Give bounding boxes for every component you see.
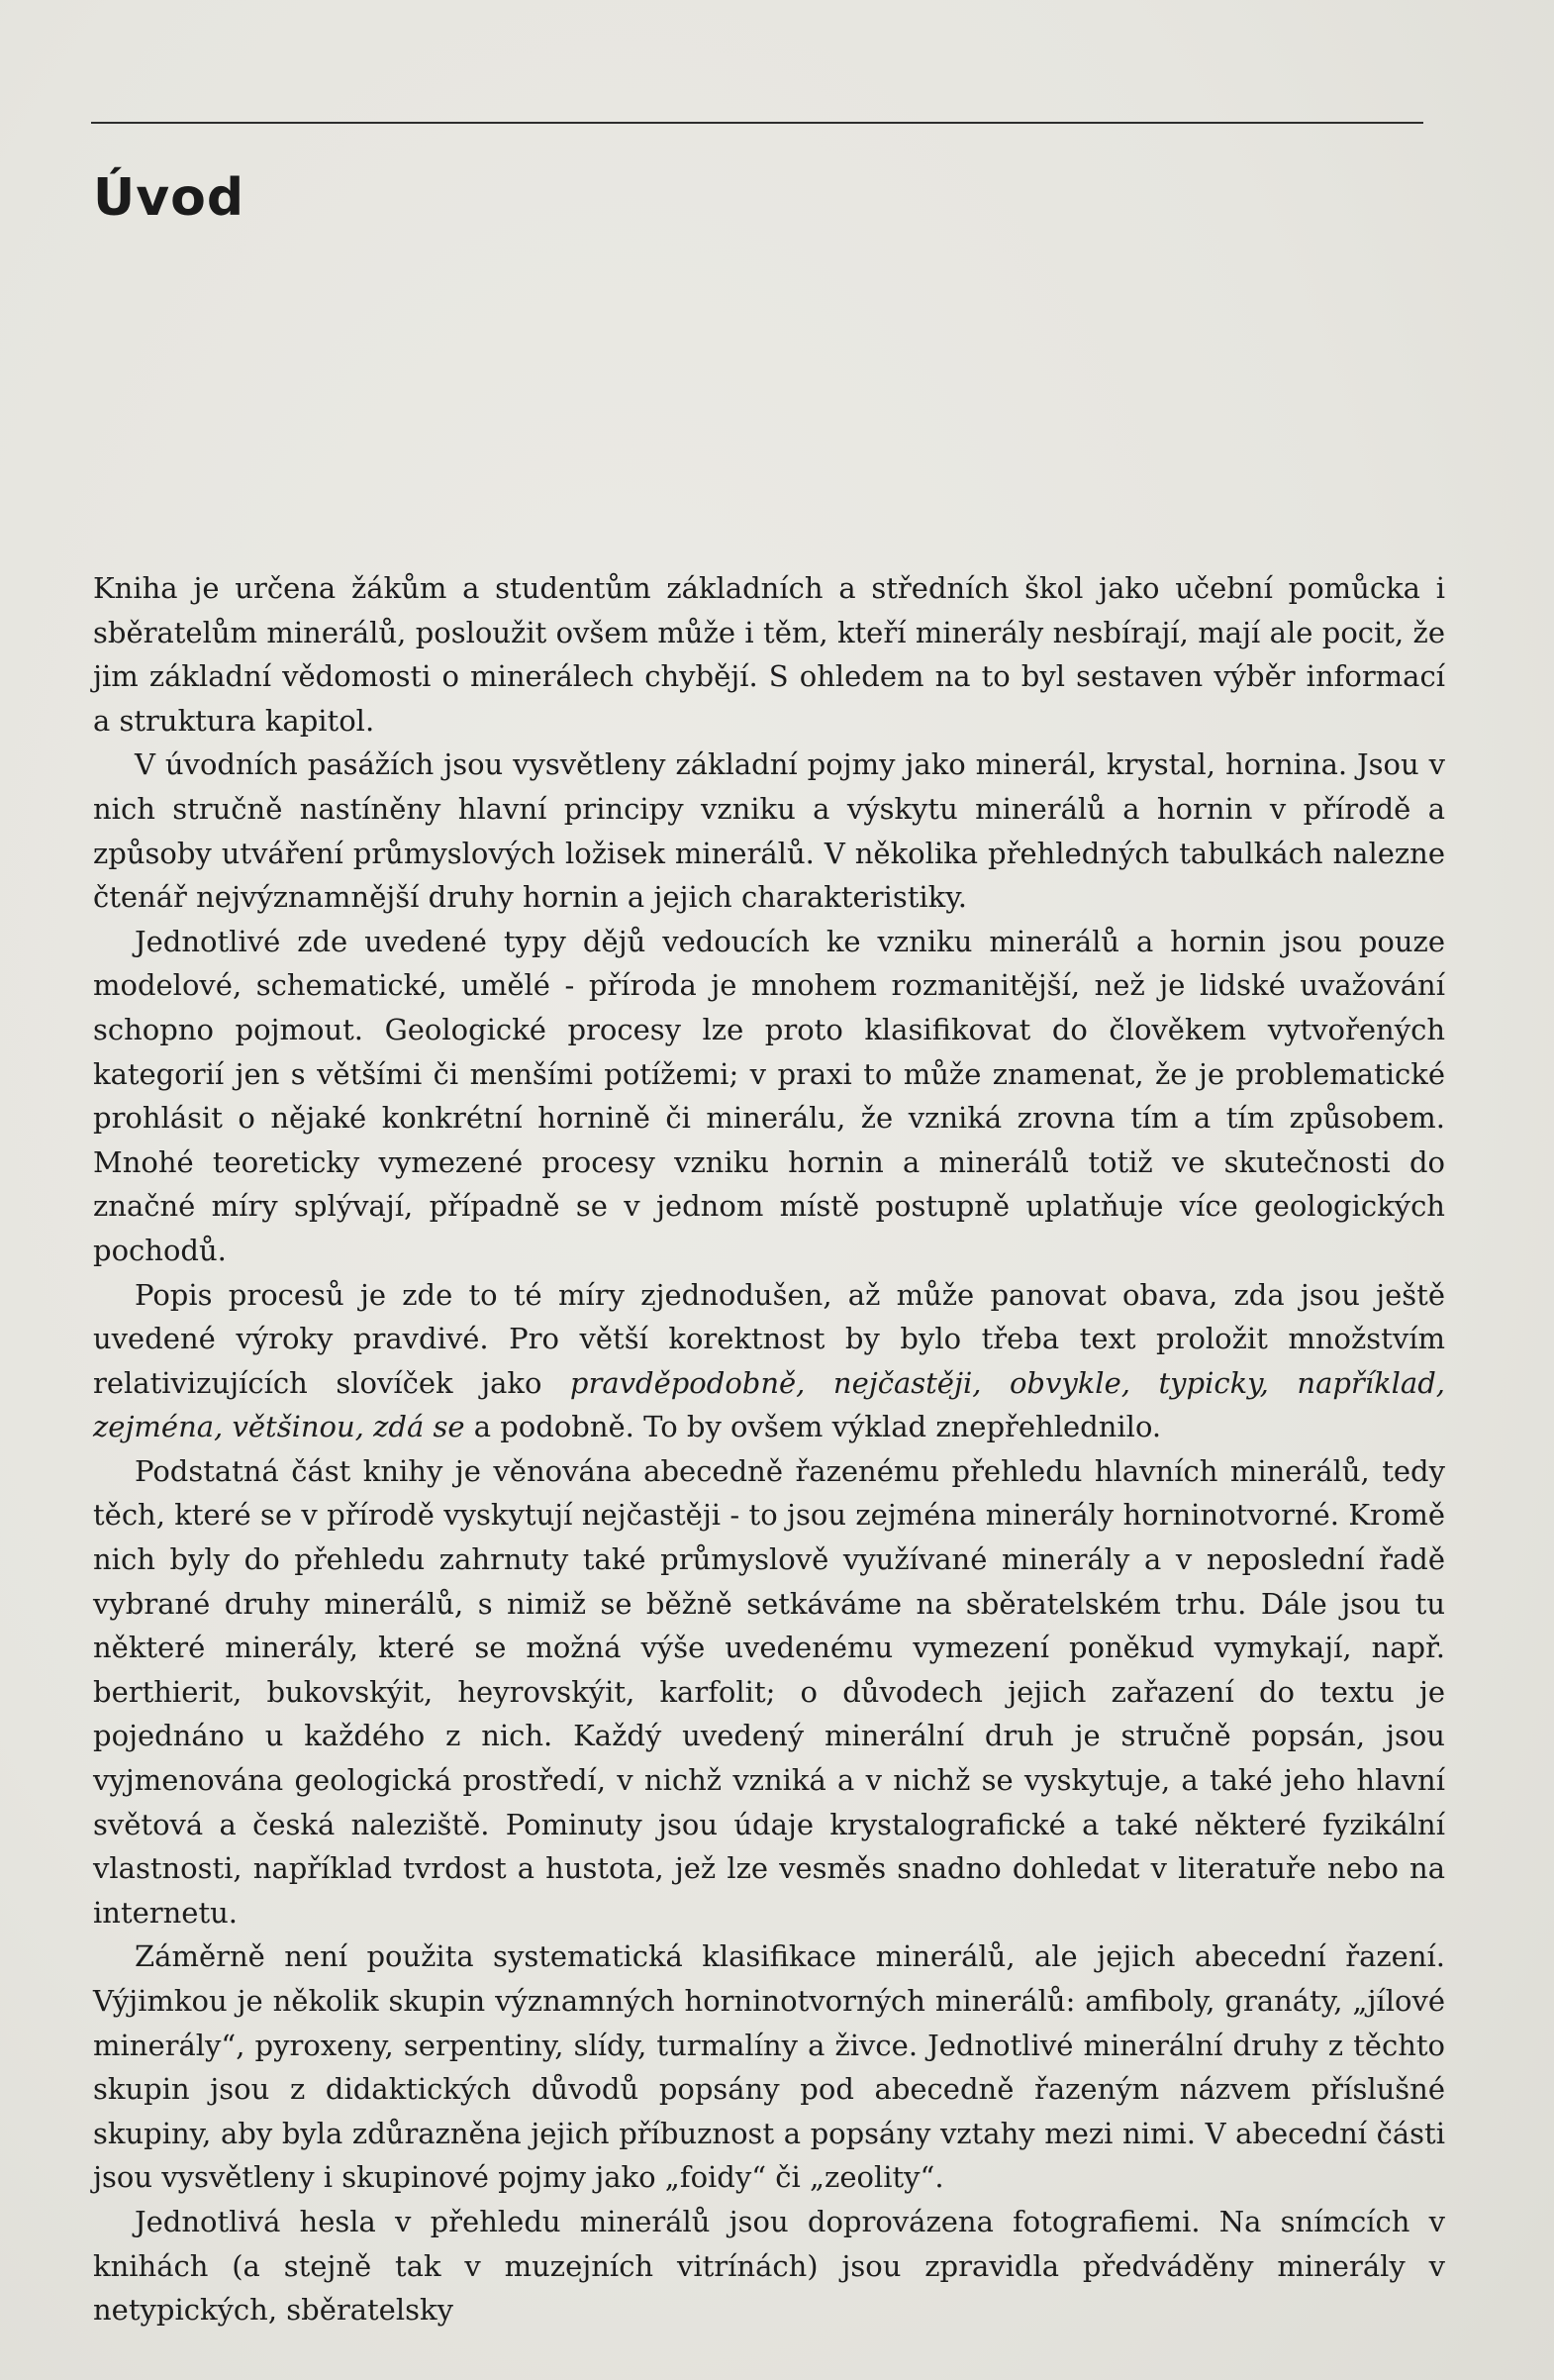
paragraph-1: Kniha je určena žákům a studentům základních a středních škol jako učební pomůcka i sběratelům minerálů, posloužit ovšem může i těm, kteří minerály nesbírají, mají ale pocit, že jim základní vědomosti o minerálech chybějí. S ohledem na to byl sestaven výběr informací a struktura kapitol.: [93, 571, 1445, 738]
paragraph-3: Jednotlivé zde uvedené typy dějů vedoucích ke vzniku minerálů a hornin jsou pouze modelové, schematické, umělé - příroda je mnohem rozmanitější, než je lidské uvažování schopno pojmout. Geologické procesy lze proto klasifikovat do člověkem vytvořených kategorií jen s většími či menšími potížemi; v praxi to může znamenat, že je problematické prohlásit o nějaké konkrétní hornině či minerálu, že vzniká zrovna tím a tím způsobem. Mnohé teoreticky vymezené procesy vzniku hornin a minerálů totiž ve skutečnosti do značné míry splývají, případně se v jednom místě postupně uplatňuje více geologických pochodů.: [93, 924, 1445, 1267]
paragraph-5: Podstatná část knihy je věnována abecedně řazenému přehledu hlavních minerálů, tedy těch, které se v přírodě vyskytují nejčastěji - to jsou zejména minerály horninotvorné. Kromě nich byly do přehledu zahrnuty také průmyslově využívané minerály a v neposlední řadě vybrané druhy minerálů, s nimiž se běžně setkáváme na sběratelském trhu. Dále jsou tu některé minerály, které se možná výše uvedenému vymezení poněkud vymykají, např. berthierit, bukovskýit, heyrovskýit, karfolit; o důvodech jejich zařazení do textu je pojednáno u každého z nich. Každý uvedený minerální druh je stručně popsán, jsou vyjmenována geologická prostředí, v nichž vzniká a v nichž se vyskytuje, a také jeho hlavní světová a česká naleziště. Pominuty jsou údaje krystalografické a také některé fyzikální vlastnosti, například tvrdost a hustota, jež lze vesměs snadno dohledat v literatuře nebo na internetu.: [93, 1453, 1445, 1930]
paragraph-6: Záměrně není použita systematická klasifikace minerálů, ale jejich abecední řazení. Výjimkou je několik skupin významných horninotvorných minerálů: amfiboly, granáty, „jílové minerály“, pyroxeny, serpentiny, slídy, turmalíny a živce. Jednotlivé minerální druhy z těchto skupin jsou z didaktických důvodů popsány pod abecedně řazeným názvem příslušné skupiny, aby byla zdůrazněna jejich příbuznost a popsány vztahy mezi nimi. V abecední části jsou vysvětleny i skupinové pojmy jako „foidy“ či „zeolity“.: [93, 1939, 1445, 2195]
paragraph-4-italic: pravděpodobně, nejčastěji, obvykle, typicky, například, zejména, většinou, zdá se: [93, 1365, 1445, 1444]
chapter-title: Úvod: [93, 168, 245, 228]
paragraph-4: [93, 1273, 1445, 1449]
paragraph-4-start: Popis procesů je zde to té míry zjednodušen, až může panovat obava, zda jsou ještě uvedené výroky pravdivé. Pro větší korektnost by bylo třeba text proložit množstvím relativizujících slovíček jako: [93, 1277, 1445, 1400]
paragraph-4-end: a podobně. To by ovšem výklad znepřehlednilo.: [464, 1410, 1162, 1444]
body-text: [93, 566, 1445, 2332]
paragraph-7: Jednotlivá hesla v přehledu minerálů jsou doprovázena fotografiemi. Na snímcích v knihách (a stejně tak v muzejních vitrínách) jsou zpravidla předváděny minerály v netypických, sběratelsky: [93, 2204, 1445, 2328]
top-rule: [91, 122, 1423, 124]
paragraph-2: V úvodních pasážích jsou vysvětleny základní pojmy jako minerál, krystal, hornina. Jsou v nich stručně nastíněny hlavní principy vzniku a výskytu minerálů a hornin v přírodě a způsoby utváření průmyslových ložisek minerálů. V několika přehledných tabulkách nalezne čtenář nejvýznamnější druhy hornin a jejich charakteristiky.: [93, 747, 1445, 915]
